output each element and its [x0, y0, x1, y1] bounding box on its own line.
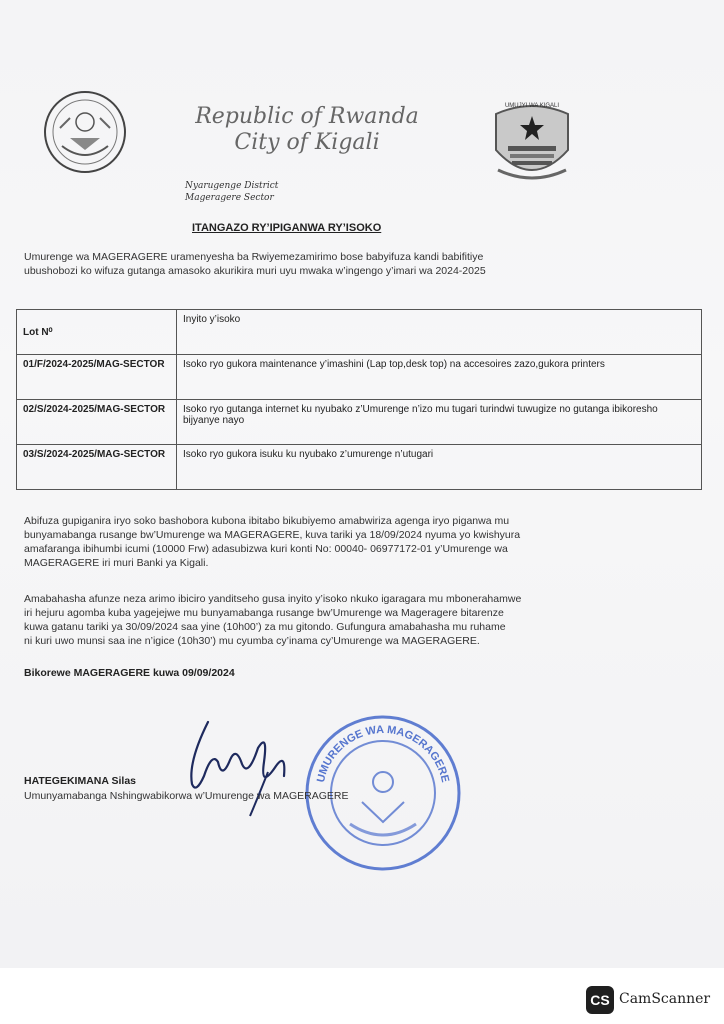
city-line: City of Kigali [234, 130, 380, 155]
city-of-kigali-seal-icon [484, 94, 580, 186]
paragraph-line: MAGERAGERE iri muri Banki ya Kigali. [24, 557, 209, 569]
table-row [17, 355, 702, 400]
handwritten-signature [172, 702, 302, 822]
paragraph-line: kuwa gatanu tariki ya 30/09/2024 saa yine (10h00’) za mu gitondo. Gufungura amabahasha mu ruhame [24, 621, 506, 633]
lot-number: 02/S/2024-2025/MAG-SECTOR [17, 400, 177, 445]
signatory-role: Umunyamabanga Nshingwabikorwa w’Umurenge wa MAGERAGERE [24, 790, 349, 802]
district-name: Nyarugenge District [185, 181, 279, 191]
lot-description: Isoko ryo gutanga internet ku nyubako z’Umurenge n’izo mu tugari turindwi tuwugize no gutanga ibikoresho bijyanye nayo [177, 400, 702, 445]
paragraph-line: ni kuri uwo munsi saa ine n’igice (10h30’) mu cyumba cy’inama cy’Umurenge wa MAGERAGERE. [24, 635, 480, 647]
rwanda-coat-of-arms-icon [40, 88, 130, 176]
lot-number: 03/S/2024-2025/MAG-SECTOR [17, 445, 177, 490]
paragraph-line: Amabahasha afunze neza arimo ibiciro yanditseho gusa inyito y’isoko nkuko igaragara mu mbonerahamwe [24, 593, 522, 605]
lot-description: Isoko ryo gukora isuku ku nyubako z’umurenge n’utugari [177, 445, 702, 490]
notice-title: ITANGAZO RY’IPIGANWA RY’ISOKO [192, 222, 382, 234]
stamp-text: UMURENGE WA MAGERAGERE [314, 723, 452, 784]
district-block [185, 180, 278, 204]
lot-number: 01/F/2024-2025/MAG-SECTOR [17, 355, 177, 400]
seal-text: UMUJYI WA KIGALI [504, 103, 560, 109]
description-header: Inyito y’isoko [177, 310, 702, 355]
republic-line: Republic of Rwanda [195, 104, 419, 129]
intro-line: Umurenge wa MAGERAGERE uramenyesha ba Rwiyemezamirimo bose babyifuza kandi babifitiye [24, 251, 484, 263]
camscanner-brand: CamScanner [619, 991, 711, 1007]
submission-paragraph [24, 592, 521, 648]
paragraph-line: amafaranga ibihumbi icumi (10000 Frw) adasubizwa kuri konti No: 00040- 06977172-01 y’Umurenge wa [24, 543, 508, 555]
paragraph-line: bunyamabanga rusange bw’Umurenge wa MAGERAGERE, kuva tariki ya 18/09/2024 nyuma yo kwishyura [24, 529, 521, 541]
intro-paragraph [24, 250, 486, 278]
tender-lots-table [16, 309, 702, 490]
country-city-heading [187, 104, 427, 156]
place-and-date: Bikorewe MAGERAGERE kuwa 09/09/2024 [24, 667, 235, 679]
sector-name: Mageragere Sector [185, 193, 274, 203]
signatory-name: HATEGEKIMANA Silas [24, 775, 137, 787]
lot-header: Lot N⁰ [17, 310, 177, 355]
intro-line: ubushobozi ko wifuza gutanga amasoko akurikira muri uyu mwaka w’ingengo y’imari wa 2024-2025 [24, 265, 486, 277]
bidding-documents-paragraph [24, 514, 520, 570]
table-header-row [17, 310, 702, 355]
table-row [17, 400, 702, 445]
lot-description: Isoko ryo gukora maintenance y’imashini (Lap top,desk top) na accesoires zazo,gukora printers [177, 355, 702, 400]
table-row [17, 445, 702, 490]
paragraph-line: iri hejuru agomba kuba yagejejwe mu bunyamabanga rusange bw’Umurenge wa Mageragere bitarenze [24, 607, 504, 619]
camscanner-logo-icon: CS [586, 986, 614, 1014]
paragraph-line: Abifuza gupiganira iryo soko bashobora kubona ibitabo bikubiyemo amabwiriza agenga iryo piganwa mu [24, 515, 510, 527]
